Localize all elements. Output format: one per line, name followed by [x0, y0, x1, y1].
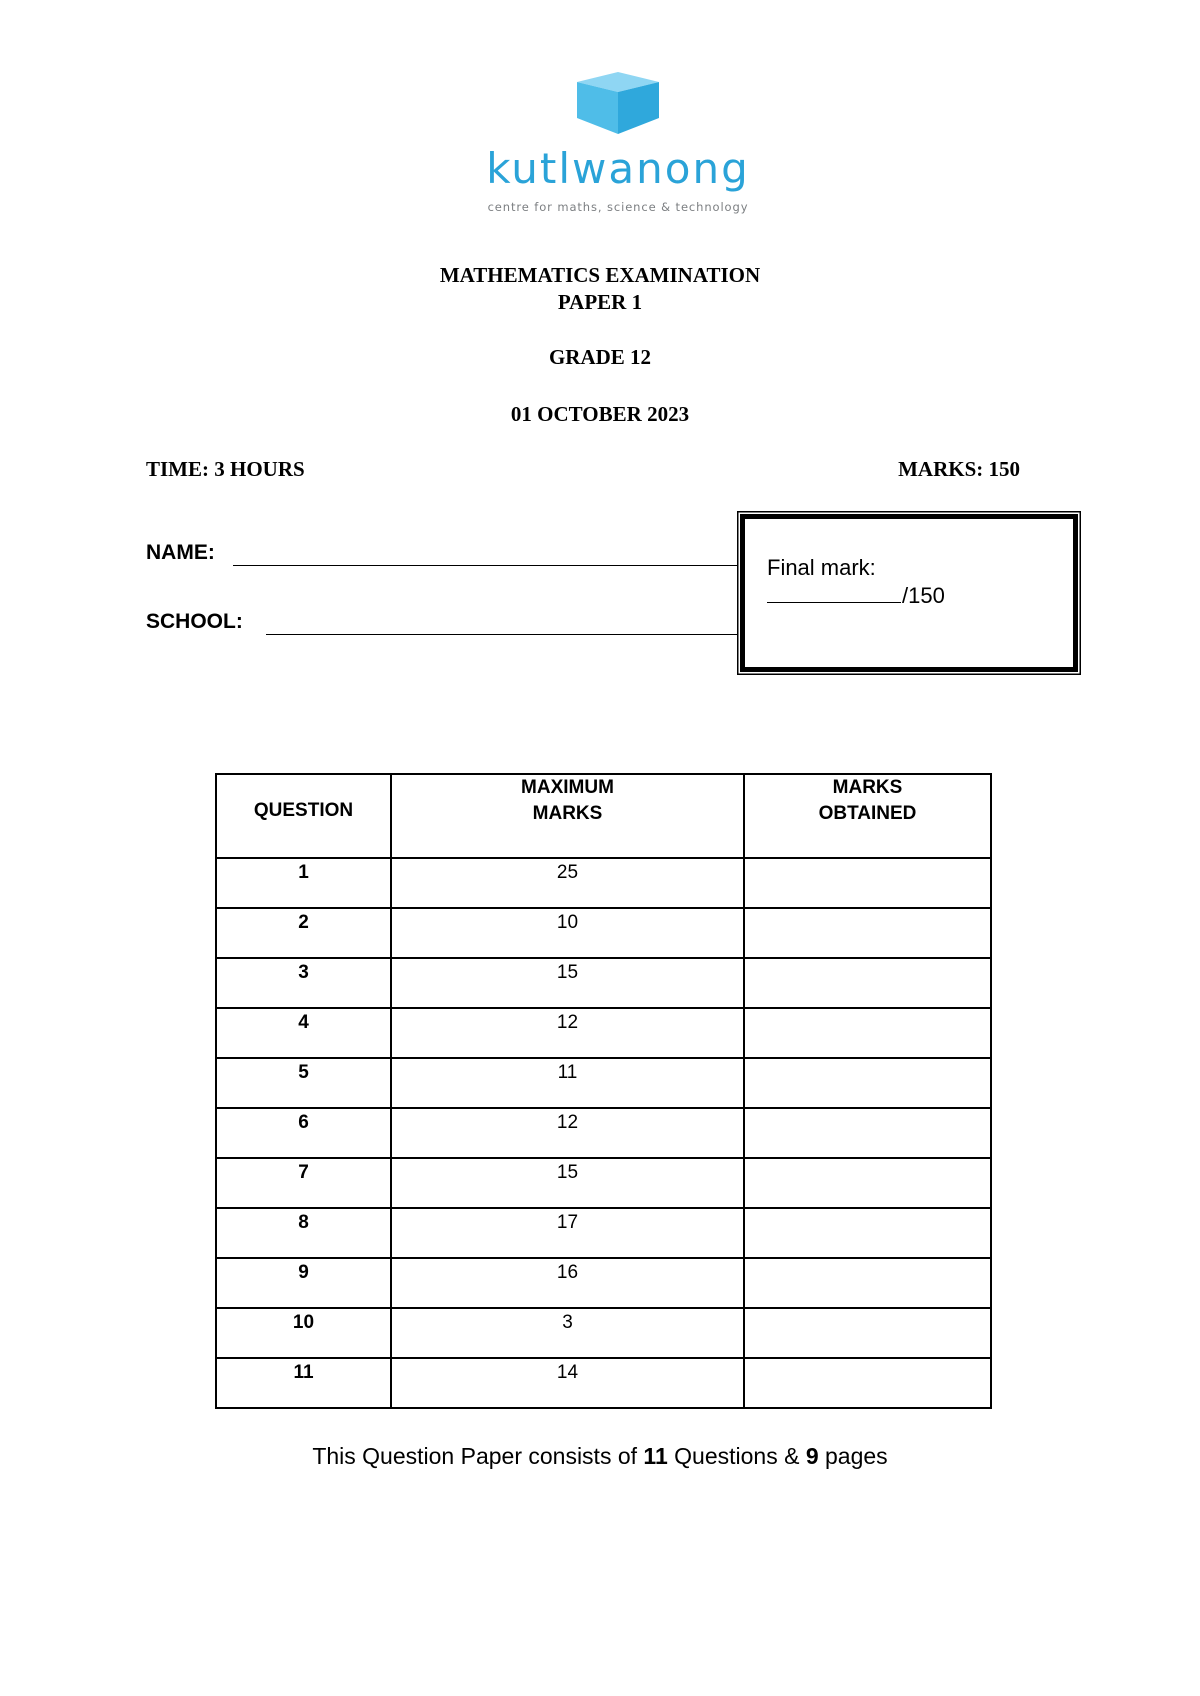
question-column-header: QUESTION: [216, 774, 391, 858]
total-marks: MARKS: 150: [898, 457, 1020, 481]
questions-count: 11: [643, 1443, 668, 1469]
school-field[interactable]: [266, 634, 740, 635]
school-label: SCHOOL:: [146, 610, 243, 633]
question-number: 11: [216, 1358, 391, 1408]
max-marks: 10: [391, 908, 744, 958]
marks-obtained[interactable]: [744, 1208, 991, 1258]
max-marks: 14: [391, 1358, 744, 1408]
paper-number: PAPER 1: [557, 290, 643, 314]
logo-tagline: centre for maths, science & technology: [487, 200, 749, 214]
max-marks: 12: [391, 1008, 744, 1058]
table-row: [216, 1158, 991, 1208]
table-row: [216, 858, 991, 908]
exam-title: MATHEMATICS EXAMINATION: [439, 263, 761, 287]
table-row: [216, 1208, 991, 1258]
marks-obtained[interactable]: [744, 858, 991, 908]
max-marks: 16: [391, 1258, 744, 1308]
final-mark-label: Final mark:: [767, 555, 876, 580]
question-number: 3: [216, 958, 391, 1008]
paper-summary: [0, 1445, 1200, 1468]
marks-obtained[interactable]: [744, 908, 991, 958]
marks-obtained[interactable]: [744, 1358, 991, 1408]
question-number: 1: [216, 858, 391, 908]
final-mark-box: [740, 514, 1078, 672]
marks-obtained[interactable]: [744, 1058, 991, 1108]
question-number: 8: [216, 1208, 391, 1258]
kutlwanong-logo: [470, 72, 770, 222]
max-marks: 11: [391, 1058, 744, 1108]
marks-obtained[interactable]: [744, 1308, 991, 1358]
question-number: 2: [216, 908, 391, 958]
marks-obtained[interactable]: [744, 1158, 991, 1208]
summary-suffix: pages: [818, 1443, 888, 1469]
marks-table: [215, 773, 992, 1409]
max-marks: 12: [391, 1108, 744, 1158]
question-number: 4: [216, 1008, 391, 1058]
cube-icon: [577, 72, 659, 134]
question-number: 10: [216, 1308, 391, 1358]
table-row: [216, 1258, 991, 1308]
logo-brand-name: kutlwanong: [486, 144, 750, 193]
marks-obtained[interactable]: [744, 958, 991, 1008]
table-header-row: [216, 774, 991, 858]
marks-obtained[interactable]: [744, 1258, 991, 1308]
exam-date: 01 OCTOBER 2023: [510, 402, 690, 426]
table-row: [216, 1058, 991, 1108]
time-allowed: TIME: 3 HOURS: [146, 457, 305, 481]
final-mark-value: [767, 585, 945, 607]
question-number: 5: [216, 1058, 391, 1108]
table-row: [216, 1008, 991, 1058]
table-row: [216, 958, 991, 1008]
marks-obtained[interactable]: [744, 1008, 991, 1058]
marks-obtained-column-header: MARKS OBTAINED: [744, 774, 991, 858]
name-field[interactable]: [233, 565, 740, 566]
max-marks: 15: [391, 1158, 744, 1208]
final-mark-blank[interactable]: [767, 602, 901, 603]
marks-obtained[interactable]: [744, 1108, 991, 1158]
max-marks: 15: [391, 958, 744, 1008]
summary-middle: Questions &: [667, 1443, 806, 1469]
max-marks: 3: [391, 1308, 744, 1358]
table-row: [216, 1358, 991, 1408]
question-number: 9: [216, 1258, 391, 1308]
grade-label: GRADE 12: [548, 345, 652, 369]
table-row: [216, 908, 991, 958]
table-row: [216, 1108, 991, 1158]
question-number: 6: [216, 1108, 391, 1158]
final-mark-total: /150: [902, 583, 945, 608]
max-marks-column-header: MAXIMUM MARKS: [391, 774, 744, 858]
pages-count: 9: [805, 1443, 819, 1469]
table-row: [216, 1308, 991, 1358]
question-number: 7: [216, 1158, 391, 1208]
max-marks: 25: [391, 858, 744, 908]
name-label: NAME:: [146, 541, 215, 564]
max-marks: 17: [391, 1208, 744, 1258]
summary-prefix: This Question Paper consists of: [312, 1443, 644, 1469]
